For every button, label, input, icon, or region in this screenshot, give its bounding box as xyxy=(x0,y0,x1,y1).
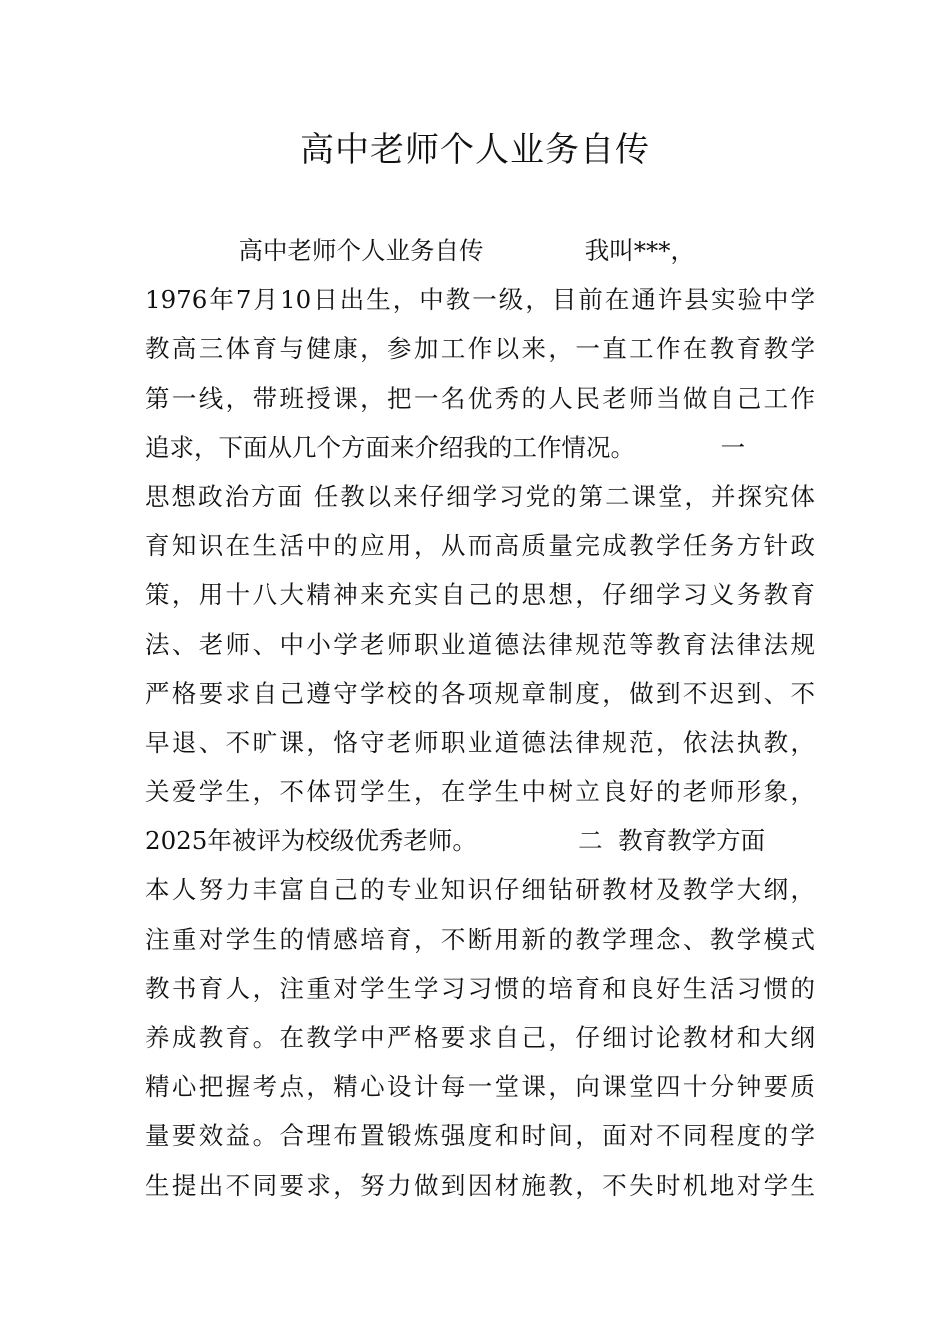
body-line: 高中老师个人业务自传 我叫***， xyxy=(145,236,695,265)
body-line: 教高三体育与健康，参加工作以来，一直工作在教育教学 xyxy=(145,334,815,364)
body-line: 第一线，带班授课，把一名优秀的人民老师当做自己工作 xyxy=(145,383,815,413)
body-line: 追求，下面从几个方面来介绍我的工作情况。 一 xyxy=(145,432,746,462)
body-line: 策，用十八大精神来充实自己的思想，仔细学习义务教育 xyxy=(145,580,815,610)
body-line: 思想政治方面 任教以来仔细学习党的第二课堂，并探究体 xyxy=(145,481,815,511)
body-line: 量要效益。合理布置锻炼强度和时间，面对不同程度的学 xyxy=(145,1121,815,1151)
document-body xyxy=(145,226,815,1210)
body-line: 育知识在生活中的应用，从而高质量完成教学任务方针政 xyxy=(145,531,815,561)
body-line: 1976年7月10日出生，中教一级，目前在通许县实验中学 xyxy=(145,285,815,315)
body-line: 严格要求自己遵守学校的各项规章制度，做到不迟到、不 xyxy=(145,678,815,708)
body-line: 生提出不同要求，努力做到因材施教，不失时机地对学生 xyxy=(145,1170,815,1200)
document-title: 高中老师个人业务自传 xyxy=(300,130,650,170)
body-line: 养成教育。在教学中严格要求自己，仔细讨论教材和大纲 xyxy=(145,1023,815,1052)
body-line: 2025年被评为校级优秀老师。 二 教育教学方面 xyxy=(145,826,766,856)
body-line: 法、老师、中小学老师职业道德法律规范等教育法律法规 xyxy=(145,629,815,659)
body-line: 教书育人，注重对学生学习习惯的培育和良好生活习惯的 xyxy=(145,973,815,1003)
body-line: 关爱学生，不体罚学生，在学生中树立良好的老师形象， xyxy=(145,777,815,807)
body-line: 早退、不旷课，恪守老师职业道德法律规范，依法执教， xyxy=(145,727,815,757)
body-line: 本人努力丰富自己的专业知识仔细钻研教材及教学大纲， xyxy=(145,875,815,905)
body-line: 注重对学生的情感培育，不断用新的教学理念、教学模式 xyxy=(145,924,815,954)
body-line: 精心把握考点，精心设计每一堂课，向课堂四十分钟要质 xyxy=(145,1072,815,1102)
